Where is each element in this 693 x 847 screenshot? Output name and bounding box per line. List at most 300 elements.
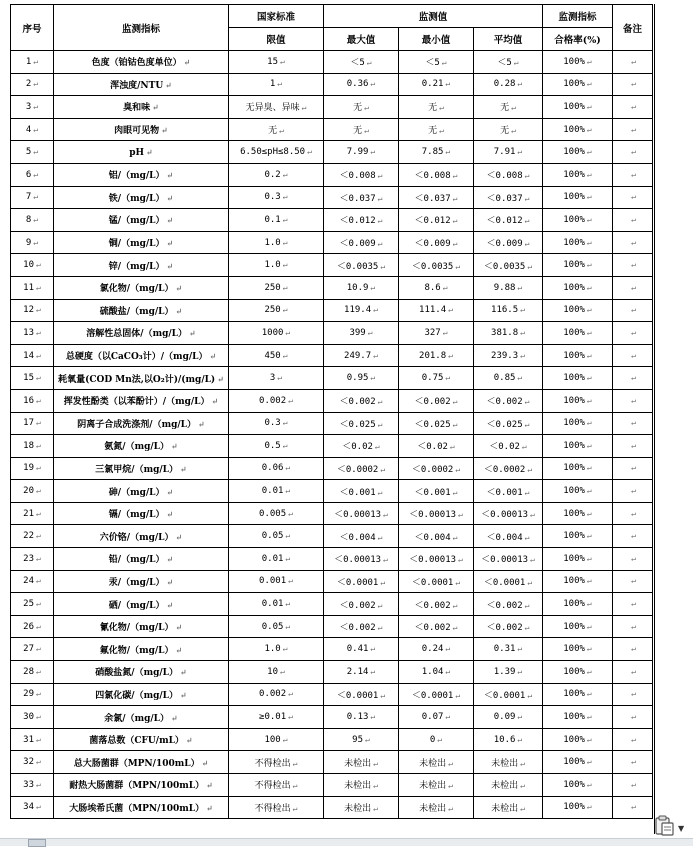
cell-std-text: 1 <box>269 79 276 90</box>
header-max: 最大值 <box>324 28 399 51</box>
table-row <box>11 276 653 299</box>
cell-n <box>11 751 54 774</box>
cell-std <box>229 412 324 435</box>
cell-avg <box>474 570 543 593</box>
paragraph-mark-icon: ↵ <box>524 193 530 203</box>
cell-rate-text: 100% <box>563 305 585 316</box>
cell-max-text: 未检出 <box>344 781 372 792</box>
cell-note <box>613 480 653 503</box>
cell-max-text: 95 <box>352 734 363 745</box>
cell-avg <box>474 254 543 277</box>
cell-avg <box>474 299 543 322</box>
paragraph-mark-icon: ↵ <box>282 350 288 360</box>
cell-item <box>54 412 229 435</box>
table-row <box>11 683 653 706</box>
cell-n-text: 29 <box>23 689 34 700</box>
cell-min-text: ＜0.0001 <box>411 577 454 588</box>
cell-item <box>54 570 229 593</box>
paragraph-mark-icon: ↵ <box>36 282 41 292</box>
cell-item <box>54 435 229 458</box>
cell-rate-text: 100% <box>563 124 585 135</box>
paragraph-mark-icon: ↵ <box>631 644 636 654</box>
paragraph-mark-icon: ↵ <box>631 56 636 66</box>
cell-note <box>613 548 653 571</box>
cell-avg-text: ＜0.0002 <box>483 464 526 475</box>
paragraph-mark-icon: ↵ <box>33 192 39 202</box>
cell-max-text: ＜0.004 <box>339 532 376 543</box>
paragraph-mark-icon: ↵ <box>586 576 592 586</box>
cell-note <box>613 389 653 412</box>
cell-avg-text: ＜0.002 <box>486 600 523 611</box>
cell-min <box>399 299 474 322</box>
paragraph-mark-icon: ↵ <box>285 531 291 541</box>
paragraph-mark-icon: ↵ <box>198 418 205 429</box>
cell-min <box>399 683 474 706</box>
cell-min-text: ＜0.025 <box>414 419 451 430</box>
cell-rate <box>543 322 613 345</box>
paragraph-mark-icon: ↵ <box>458 510 463 520</box>
paragraph-mark-icon: ↵ <box>370 644 376 654</box>
cell-item-text: 总大肠菌群（MPN/100mL） <box>73 758 200 769</box>
cell-item <box>54 141 229 164</box>
paragraph-mark-icon: ↵ <box>36 373 41 383</box>
cell-rate <box>543 751 613 774</box>
table-row <box>11 728 653 751</box>
header-min: 最小值 <box>399 28 474 51</box>
paragraph-mark-icon: ↵ <box>175 305 183 316</box>
cell-std-text: 无异臭、异味 <box>245 103 300 114</box>
cell-n-text: 34 <box>23 802 34 813</box>
cell-avg-text: ＜0.002 <box>486 397 523 408</box>
paragraph-mark-icon: ↵ <box>377 216 383 226</box>
cell-min <box>399 525 474 548</box>
cell-std-text: 0.002 <box>259 395 287 406</box>
paragraph-mark-icon: ↵ <box>189 328 196 339</box>
paragraph-mark-icon: ↵ <box>586 599 592 609</box>
cell-item <box>54 548 229 571</box>
cell-min <box>399 73 474 96</box>
header-row-1 <box>11 5 653 28</box>
cell-n <box>11 502 54 525</box>
cell-std-text: 0.05 <box>261 531 284 542</box>
paragraph-mark-icon: ↵ <box>586 169 592 179</box>
cell-rate <box>543 615 613 638</box>
paragraph-mark-icon: ↵ <box>455 261 461 271</box>
paragraph-mark-icon: ↵ <box>586 531 592 541</box>
cell-note <box>613 412 653 435</box>
paragraph-mark-icon: ↵ <box>288 395 293 405</box>
cell-max-text: ＜0.001 <box>339 487 376 498</box>
paragraph-mark-icon: ↵ <box>383 510 388 520</box>
cell-rate <box>543 73 613 96</box>
cell-min <box>399 163 474 186</box>
cell-avg-text: ＜0.0001 <box>483 690 526 701</box>
cell-avg-text: 10.6 <box>493 734 516 745</box>
cell-item-text: 铅/（mg/L） <box>108 555 165 566</box>
cell-n-text: 3 <box>25 101 32 112</box>
paragraph-mark-icon: ↵ <box>530 510 535 520</box>
water-quality-table <box>10 4 653 819</box>
paragraph-mark-icon: ↵ <box>166 215 174 226</box>
cell-note <box>613 457 653 480</box>
paragraph-mark-icon: ↵ <box>520 305 525 315</box>
paragraph-mark-icon: ↵ <box>586 79 592 89</box>
paragraph-mark-icon: ↵ <box>373 781 378 791</box>
cell-item-text: 锌/（mg/L） <box>108 261 165 272</box>
cell-min <box>399 570 474 593</box>
table-row <box>11 480 653 503</box>
cell-avg <box>474 73 543 96</box>
paragraph-mark-icon: ↵ <box>33 56 39 66</box>
cell-max <box>324 751 399 774</box>
paragraph-mark-icon: ↵ <box>586 802 592 812</box>
header-avg: 平均值 <box>474 28 543 51</box>
paragraph-mark-icon: ↵ <box>383 555 388 565</box>
paste-options-icon[interactable] <box>655 815 675 837</box>
cell-n <box>11 706 54 729</box>
cell-avg <box>474 774 543 797</box>
paragraph-mark-icon: ↵ <box>36 553 41 563</box>
paragraph-mark-icon: ↵ <box>364 103 369 113</box>
paragraph-mark-icon: ↵ <box>437 734 443 744</box>
cell-std-text: 15 <box>267 56 278 67</box>
paragraph-mark-icon: ↵ <box>185 735 193 746</box>
cell-min <box>399 322 474 345</box>
paragraph-mark-icon: ↵ <box>521 442 527 452</box>
paragraph-mark-icon: ↵ <box>586 327 592 337</box>
paragraph-mark-icon: ↵ <box>36 757 41 767</box>
paragraph-mark-icon: ↵ <box>166 576 174 587</box>
cell-max <box>324 728 399 751</box>
cell-note <box>613 570 653 593</box>
cell-std-text: 不得检出 <box>254 803 291 814</box>
paragraph-mark-icon: ↵ <box>524 487 530 497</box>
cell-min <box>399 593 474 616</box>
paragraph-mark-icon: ↵ <box>301 103 307 113</box>
paragraph-mark-icon: ↵ <box>370 712 376 722</box>
cell-rate <box>543 502 613 525</box>
cell-n-text: 14 <box>23 350 34 361</box>
paragraph-mark-icon: ↵ <box>183 57 191 68</box>
cell-n-text: 27 <box>23 644 34 655</box>
paragraph-mark-icon: ↵ <box>36 305 41 315</box>
paragraph-mark-icon: ↵ <box>517 373 523 383</box>
cell-std <box>229 593 324 616</box>
paragraph-mark-icon: ↵ <box>370 147 376 157</box>
cell-rate <box>543 548 613 571</box>
cell-max <box>324 73 399 96</box>
cell-item-text: 耐热大肠菌群（MPN/100mL） <box>69 781 205 792</box>
cell-rate <box>543 276 613 299</box>
cell-std-text: 1.0 <box>264 260 281 271</box>
cell-min-text: 111.4 <box>419 305 447 316</box>
paragraph-mark-icon: ↵ <box>288 576 293 586</box>
cell-n-text: 26 <box>23 621 34 632</box>
cell-std <box>229 706 324 729</box>
cell-item-text: 铝/（mg/L） <box>108 171 165 182</box>
cell-avg-text: 无 <box>500 103 510 114</box>
paragraph-mark-icon: ↵ <box>380 577 386 587</box>
cell-max-text: ＜0.012 <box>339 216 376 227</box>
cell-std-text: 1.0 <box>264 644 281 655</box>
paragraph-mark-icon: ↵ <box>277 373 283 383</box>
cell-std-text: 0.2 <box>264 169 281 180</box>
cell-rate <box>543 796 613 819</box>
paragraph-mark-icon: ↵ <box>631 508 636 518</box>
cell-rate-text: 100% <box>563 486 585 497</box>
cell-item <box>54 502 229 525</box>
paragraph-mark-icon: ↵ <box>631 169 636 179</box>
paragraph-mark-icon: ↵ <box>631 599 636 609</box>
paragraph-mark-icon: ↵ <box>586 666 592 676</box>
cell-rate-text: 100% <box>563 734 585 745</box>
paragraph-mark-icon: ↵ <box>586 553 592 563</box>
cell-avg <box>474 412 543 435</box>
paragraph-mark-icon: ↵ <box>631 576 636 586</box>
cell-min-text: ＜0.0001 <box>411 690 454 701</box>
cell-rate <box>543 367 613 390</box>
cell-min <box>399 254 474 277</box>
cell-item <box>54 751 229 774</box>
paragraph-mark-icon: ↵ <box>367 327 373 337</box>
paragraph-mark-icon: ↵ <box>586 621 592 631</box>
paragraph-mark-icon: ↵ <box>166 554 174 565</box>
cell-min <box>399 638 474 661</box>
cell-rate-text: 100% <box>563 779 585 790</box>
paragraph-mark-icon: ↵ <box>631 418 636 428</box>
cell-max <box>324 548 399 571</box>
paste-options-dropdown-icon[interactable]: ▼ <box>678 824 685 833</box>
paragraph-mark-icon: ↵ <box>165 79 172 90</box>
paragraph-mark-icon: ↵ <box>586 350 592 360</box>
cell-avg <box>474 706 543 729</box>
paragraph-mark-icon: ↵ <box>285 463 291 473</box>
cell-std-text: 0.005 <box>259 508 287 519</box>
table-row <box>11 51 653 74</box>
paragraph-mark-icon: ↵ <box>206 780 213 791</box>
cell-avg <box>474 751 543 774</box>
cell-n-text: 25 <box>23 599 34 610</box>
cell-avg <box>474 389 543 412</box>
cell-n <box>11 163 54 186</box>
cell-avg <box>474 661 543 684</box>
cell-avg <box>474 322 543 345</box>
paragraph-mark-icon: ↵ <box>377 419 383 429</box>
paragraph-mark-icon: ↵ <box>586 418 592 428</box>
paragraph-mark-icon: ↵ <box>631 463 636 473</box>
cell-std-text: 0.05 <box>261 621 284 632</box>
paragraph-mark-icon: ↵ <box>33 237 39 247</box>
paragraph-mark-icon: ↵ <box>586 395 592 405</box>
header-item: 监测指标 <box>54 5 229 51</box>
cell-avg-text: ＜0.037 <box>486 193 523 204</box>
paragraph-mark-icon: ↵ <box>288 712 293 722</box>
cell-rate-text: 100% <box>563 56 585 67</box>
paragraph-mark-icon: ↵ <box>631 350 636 360</box>
paragraph-mark-icon: ↵ <box>370 666 376 676</box>
cell-std <box>229 502 324 525</box>
cell-item-text: 三氯甲烷/（mg/L） <box>95 464 178 475</box>
paragraph-mark-icon: ↵ <box>282 734 288 744</box>
cell-max-text: ＜0.0035 <box>336 261 379 272</box>
cell-max <box>324 706 399 729</box>
paragraph-mark-icon: ↵ <box>513 58 519 68</box>
cell-note <box>613 141 653 164</box>
paragraph-mark-icon: ↵ <box>374 442 380 452</box>
cell-max-text: 249.7 <box>344 350 372 361</box>
paragraph-mark-icon: ↵ <box>448 350 453 360</box>
cell-std-text: 3 <box>269 373 276 384</box>
cell-min <box>399 51 474 74</box>
cell-avg-text: 1.39 <box>493 666 516 677</box>
cell-std <box>229 548 324 571</box>
cell-std <box>229 322 324 345</box>
paragraph-mark-icon: ↵ <box>517 644 523 654</box>
table-row <box>11 796 653 819</box>
table-row <box>11 751 653 774</box>
cell-note <box>613 186 653 209</box>
cell-max <box>324 570 399 593</box>
cell-max <box>324 389 399 412</box>
cell-std <box>229 683 324 706</box>
cell-std <box>229 118 324 141</box>
table-row <box>11 661 653 684</box>
cell-min <box>399 751 474 774</box>
cell-std-text: 0.01 <box>261 553 284 564</box>
cell-max-text: 0.36 <box>346 79 369 90</box>
cell-note <box>613 367 653 390</box>
cell-rate-text: 100% <box>563 147 585 158</box>
cell-max <box>324 322 399 345</box>
cell-std-text: 250 <box>264 305 281 316</box>
cell-n <box>11 661 54 684</box>
cell-avg-text: 未检出 <box>491 758 519 769</box>
cell-note <box>613 118 653 141</box>
cell-note <box>613 661 653 684</box>
cell-avg <box>474 118 543 141</box>
cell-note <box>613 73 653 96</box>
cell-item-text: 总硬度（以CaCO₃计）/（mg/L） <box>65 352 208 363</box>
cell-item <box>54 480 229 503</box>
cell-n-text: 4 <box>25 124 32 135</box>
paragraph-mark-icon: ↵ <box>631 712 636 722</box>
cell-std <box>229 728 324 751</box>
paragraph-mark-icon: ↵ <box>442 282 448 292</box>
cell-n-text: 15 <box>23 373 34 384</box>
paragraph-mark-icon: ↵ <box>292 758 298 768</box>
cell-min <box>399 661 474 684</box>
cell-n-text: 18 <box>23 440 34 451</box>
cell-max-text: 0.41 <box>346 644 369 655</box>
paragraph-mark-icon: ↵ <box>377 239 383 249</box>
cell-avg <box>474 51 543 74</box>
cell-avg <box>474 276 543 299</box>
paragraph-mark-icon: ↵ <box>631 373 636 383</box>
cell-avg <box>474 548 543 571</box>
cell-min <box>399 367 474 390</box>
cell-rate-text: 100% <box>563 79 585 90</box>
cell-max-text: 10.9 <box>346 282 369 293</box>
cell-avg-text: 381.8 <box>491 327 519 338</box>
cell-note <box>613 706 653 729</box>
cell-note <box>613 435 653 458</box>
cell-min <box>399 186 474 209</box>
table-row <box>11 435 653 458</box>
cell-item-text: 镉/（mg/L） <box>108 510 165 521</box>
paragraph-mark-icon: ↵ <box>452 216 458 226</box>
paragraph-mark-icon: ↵ <box>631 147 636 157</box>
paragraph-mark-icon: ↵ <box>448 781 453 791</box>
cell-item <box>54 231 229 254</box>
cell-item-text: 硝酸盐氮/（mg/L） <box>95 668 178 679</box>
paragraph-mark-icon: ↵ <box>631 305 636 315</box>
cell-rate <box>543 299 613 322</box>
paragraph-mark-icon: ↵ <box>288 508 293 518</box>
paragraph-mark-icon: ↵ <box>631 282 636 292</box>
paragraph-mark-icon: ↵ <box>364 126 369 136</box>
table-row <box>11 322 653 345</box>
paragraph-mark-icon: ↵ <box>175 644 183 655</box>
cell-item-text: 四氯化碳/（mg/L） <box>95 690 178 701</box>
cell-avg-text: 0.31 <box>493 644 516 655</box>
cell-rate-text: 100% <box>563 508 585 519</box>
view-toggle-icon[interactable] <box>28 839 46 847</box>
paragraph-mark-icon: ↵ <box>455 577 461 587</box>
cell-max-text: 119.4 <box>344 305 372 316</box>
cell-max <box>324 480 399 503</box>
cell-max-text: 未检出 <box>344 758 372 769</box>
paragraph-mark-icon: ↵ <box>586 260 592 270</box>
table-row <box>11 254 653 277</box>
cell-std-text: 10 <box>267 666 278 677</box>
cell-max <box>324 163 399 186</box>
cell-min-text: 327 <box>424 327 441 338</box>
cell-std <box>229 638 324 661</box>
table-row <box>11 457 653 480</box>
cell-note <box>613 322 653 345</box>
paragraph-mark-icon: ↵ <box>520 803 525 813</box>
cell-max <box>324 435 399 458</box>
cell-n <box>11 457 54 480</box>
cell-item-text: 肉眼可见物 <box>114 126 160 137</box>
cell-std <box>229 570 324 593</box>
cell-n-text: 13 <box>23 327 34 338</box>
cell-avg-text: 未检出 <box>491 803 519 814</box>
cell-min-text: ＜0.02 <box>417 442 448 453</box>
cell-std-text: 450 <box>264 350 281 361</box>
cell-std <box>229 615 324 638</box>
cell-item-text: 阴离子合成洗涤剂/（mg/L） <box>77 419 197 430</box>
cell-note <box>613 502 653 525</box>
cell-item-text: 大肠埃希氏菌（MPN/100mL） <box>69 803 205 814</box>
cell-std-text: 250 <box>264 282 281 293</box>
cell-item-text: 溶解性总固体/（mg/L） <box>86 329 187 340</box>
paragraph-mark-icon: ↵ <box>527 261 533 271</box>
paragraph-mark-icon: ↵ <box>631 395 636 405</box>
paragraph-mark-icon: ↵ <box>282 418 288 428</box>
cell-rate <box>543 51 613 74</box>
cell-avg-text: ＜5 <box>497 58 512 69</box>
cell-avg <box>474 502 543 525</box>
cell-item <box>54 728 229 751</box>
cell-n <box>11 593 54 616</box>
cell-rate-text: 100% <box>563 531 585 542</box>
cell-max-text: ＜0.02 <box>342 442 373 453</box>
cell-item <box>54 796 229 819</box>
paragraph-mark-icon: ↵ <box>448 758 453 768</box>
cell-note <box>613 525 653 548</box>
cell-n <box>11 344 54 367</box>
